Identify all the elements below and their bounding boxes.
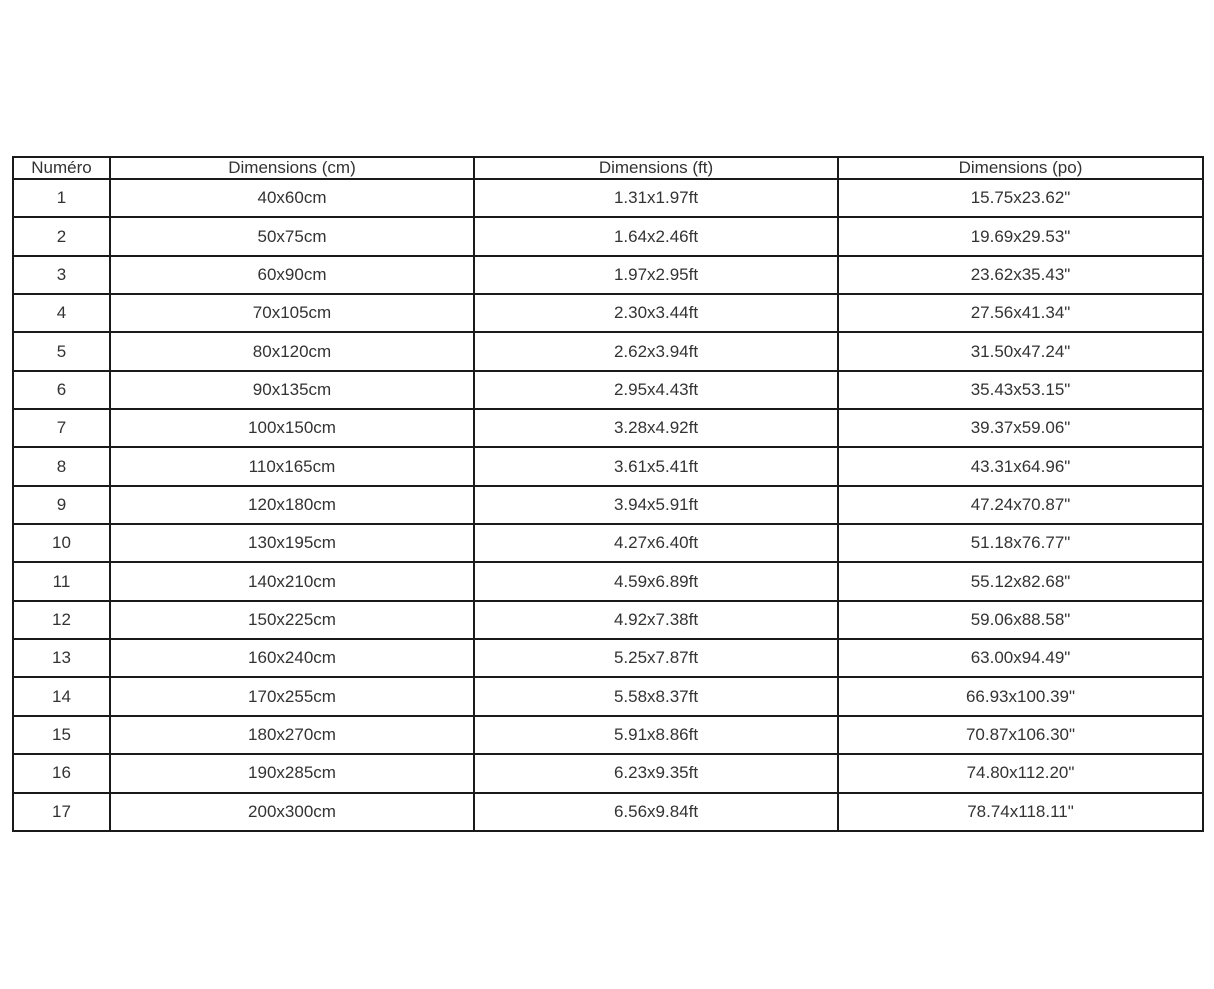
table-cell: 55.12x82.68"	[838, 562, 1203, 600]
table-cell: 140x210cm	[110, 562, 474, 600]
table-cell: 4.92x7.38ft	[474, 601, 838, 639]
table-cell: 78.74x118.11"	[838, 793, 1203, 832]
table-cell: 5.25x7.87ft	[474, 639, 838, 677]
table-cell: 4.27x6.40ft	[474, 524, 838, 562]
table-cell: 1	[13, 179, 110, 217]
table-cell: 4.59x6.89ft	[474, 562, 838, 600]
table-body	[13, 179, 1203, 831]
table-cell: 2.30x3.44ft	[474, 294, 838, 332]
table-cell: 47.24x70.87"	[838, 486, 1203, 524]
table-row	[13, 294, 1203, 332]
table-cell: 120x180cm	[110, 486, 474, 524]
table-cell: 170x255cm	[110, 677, 474, 715]
table-cell: 3.61x5.41ft	[474, 447, 838, 485]
table-row	[13, 716, 1203, 754]
table-cell: 31.50x47.24"	[838, 332, 1203, 370]
table-cell: 150x225cm	[110, 601, 474, 639]
table-row	[13, 793, 1203, 832]
header-dimensions-po: Dimensions (po)	[838, 157, 1203, 179]
table-cell: 100x150cm	[110, 409, 474, 447]
table-cell: 1.31x1.97ft	[474, 179, 838, 217]
table-cell: 9	[13, 486, 110, 524]
table-cell: 23.62x35.43"	[838, 256, 1203, 294]
table-cell: 15.75x23.62"	[838, 179, 1203, 217]
table-cell: 14	[13, 677, 110, 715]
table-row	[13, 256, 1203, 294]
table-cell: 11	[13, 562, 110, 600]
table-cell: 5.91x8.86ft	[474, 716, 838, 754]
table-row	[13, 754, 1203, 792]
table-cell: 90x135cm	[110, 371, 474, 409]
table-row	[13, 371, 1203, 409]
table-cell: 70x105cm	[110, 294, 474, 332]
table-cell: 2.95x4.43ft	[474, 371, 838, 409]
table-row	[13, 409, 1203, 447]
table-cell: 1.64x2.46ft	[474, 217, 838, 255]
table-cell: 15	[13, 716, 110, 754]
table-cell: 5	[13, 332, 110, 370]
header-dimensions-ft: Dimensions (ft)	[474, 157, 838, 179]
table-cell: 51.18x76.77"	[838, 524, 1203, 562]
table-cell: 59.06x88.58"	[838, 601, 1203, 639]
table-cell: 40x60cm	[110, 179, 474, 217]
table-cell: 19.69x29.53"	[838, 217, 1203, 255]
table-cell: 6.56x9.84ft	[474, 793, 838, 832]
table-cell: 10	[13, 524, 110, 562]
table-row	[13, 562, 1203, 600]
table-cell: 3	[13, 256, 110, 294]
table-cell: 4	[13, 294, 110, 332]
table-cell: 80x120cm	[110, 332, 474, 370]
table-cell: 1.97x2.95ft	[474, 256, 838, 294]
table-cell: 7	[13, 409, 110, 447]
table-cell: 39.37x59.06"	[838, 409, 1203, 447]
table-row	[13, 332, 1203, 370]
table-cell: 74.80x112.20"	[838, 754, 1203, 792]
table-cell: 27.56x41.34"	[838, 294, 1203, 332]
table-cell: 43.31x64.96"	[838, 447, 1203, 485]
table-cell: 180x270cm	[110, 716, 474, 754]
table-cell: 12	[13, 601, 110, 639]
table-cell: 50x75cm	[110, 217, 474, 255]
table-cell: 5.58x8.37ft	[474, 677, 838, 715]
table-cell: 160x240cm	[110, 639, 474, 677]
dimensions-conversion-table	[12, 156, 1204, 832]
table-row	[13, 524, 1203, 562]
table-row	[13, 179, 1203, 217]
table-cell: 200x300cm	[110, 793, 474, 832]
table-cell: 16	[13, 754, 110, 792]
table-cell: 110x165cm	[110, 447, 474, 485]
table-cell: 3.94x5.91ft	[474, 486, 838, 524]
table-row	[13, 639, 1203, 677]
table-cell: 13	[13, 639, 110, 677]
table-cell: 17	[13, 793, 110, 832]
table-cell: 70.87x106.30"	[838, 716, 1203, 754]
table-row	[13, 601, 1203, 639]
table-cell: 8	[13, 447, 110, 485]
table-row	[13, 486, 1203, 524]
header-numero: Numéro	[13, 157, 110, 179]
table-cell: 2.62x3.94ft	[474, 332, 838, 370]
header-dimensions-cm: Dimensions (cm)	[110, 157, 474, 179]
table-cell: 2	[13, 217, 110, 255]
table-cell: 63.00x94.49"	[838, 639, 1203, 677]
table-cell: 60x90cm	[110, 256, 474, 294]
table-cell: 3.28x4.92ft	[474, 409, 838, 447]
table-row	[13, 677, 1203, 715]
table-cell: 66.93x100.39"	[838, 677, 1203, 715]
table-cell: 6.23x9.35ft	[474, 754, 838, 792]
table-cell: 130x195cm	[110, 524, 474, 562]
table-cell: 35.43x53.15"	[838, 371, 1203, 409]
table-row	[13, 217, 1203, 255]
table-row	[13, 447, 1203, 485]
table-cell: 190x285cm	[110, 754, 474, 792]
table-cell: 6	[13, 371, 110, 409]
table-header-row	[13, 157, 1203, 179]
